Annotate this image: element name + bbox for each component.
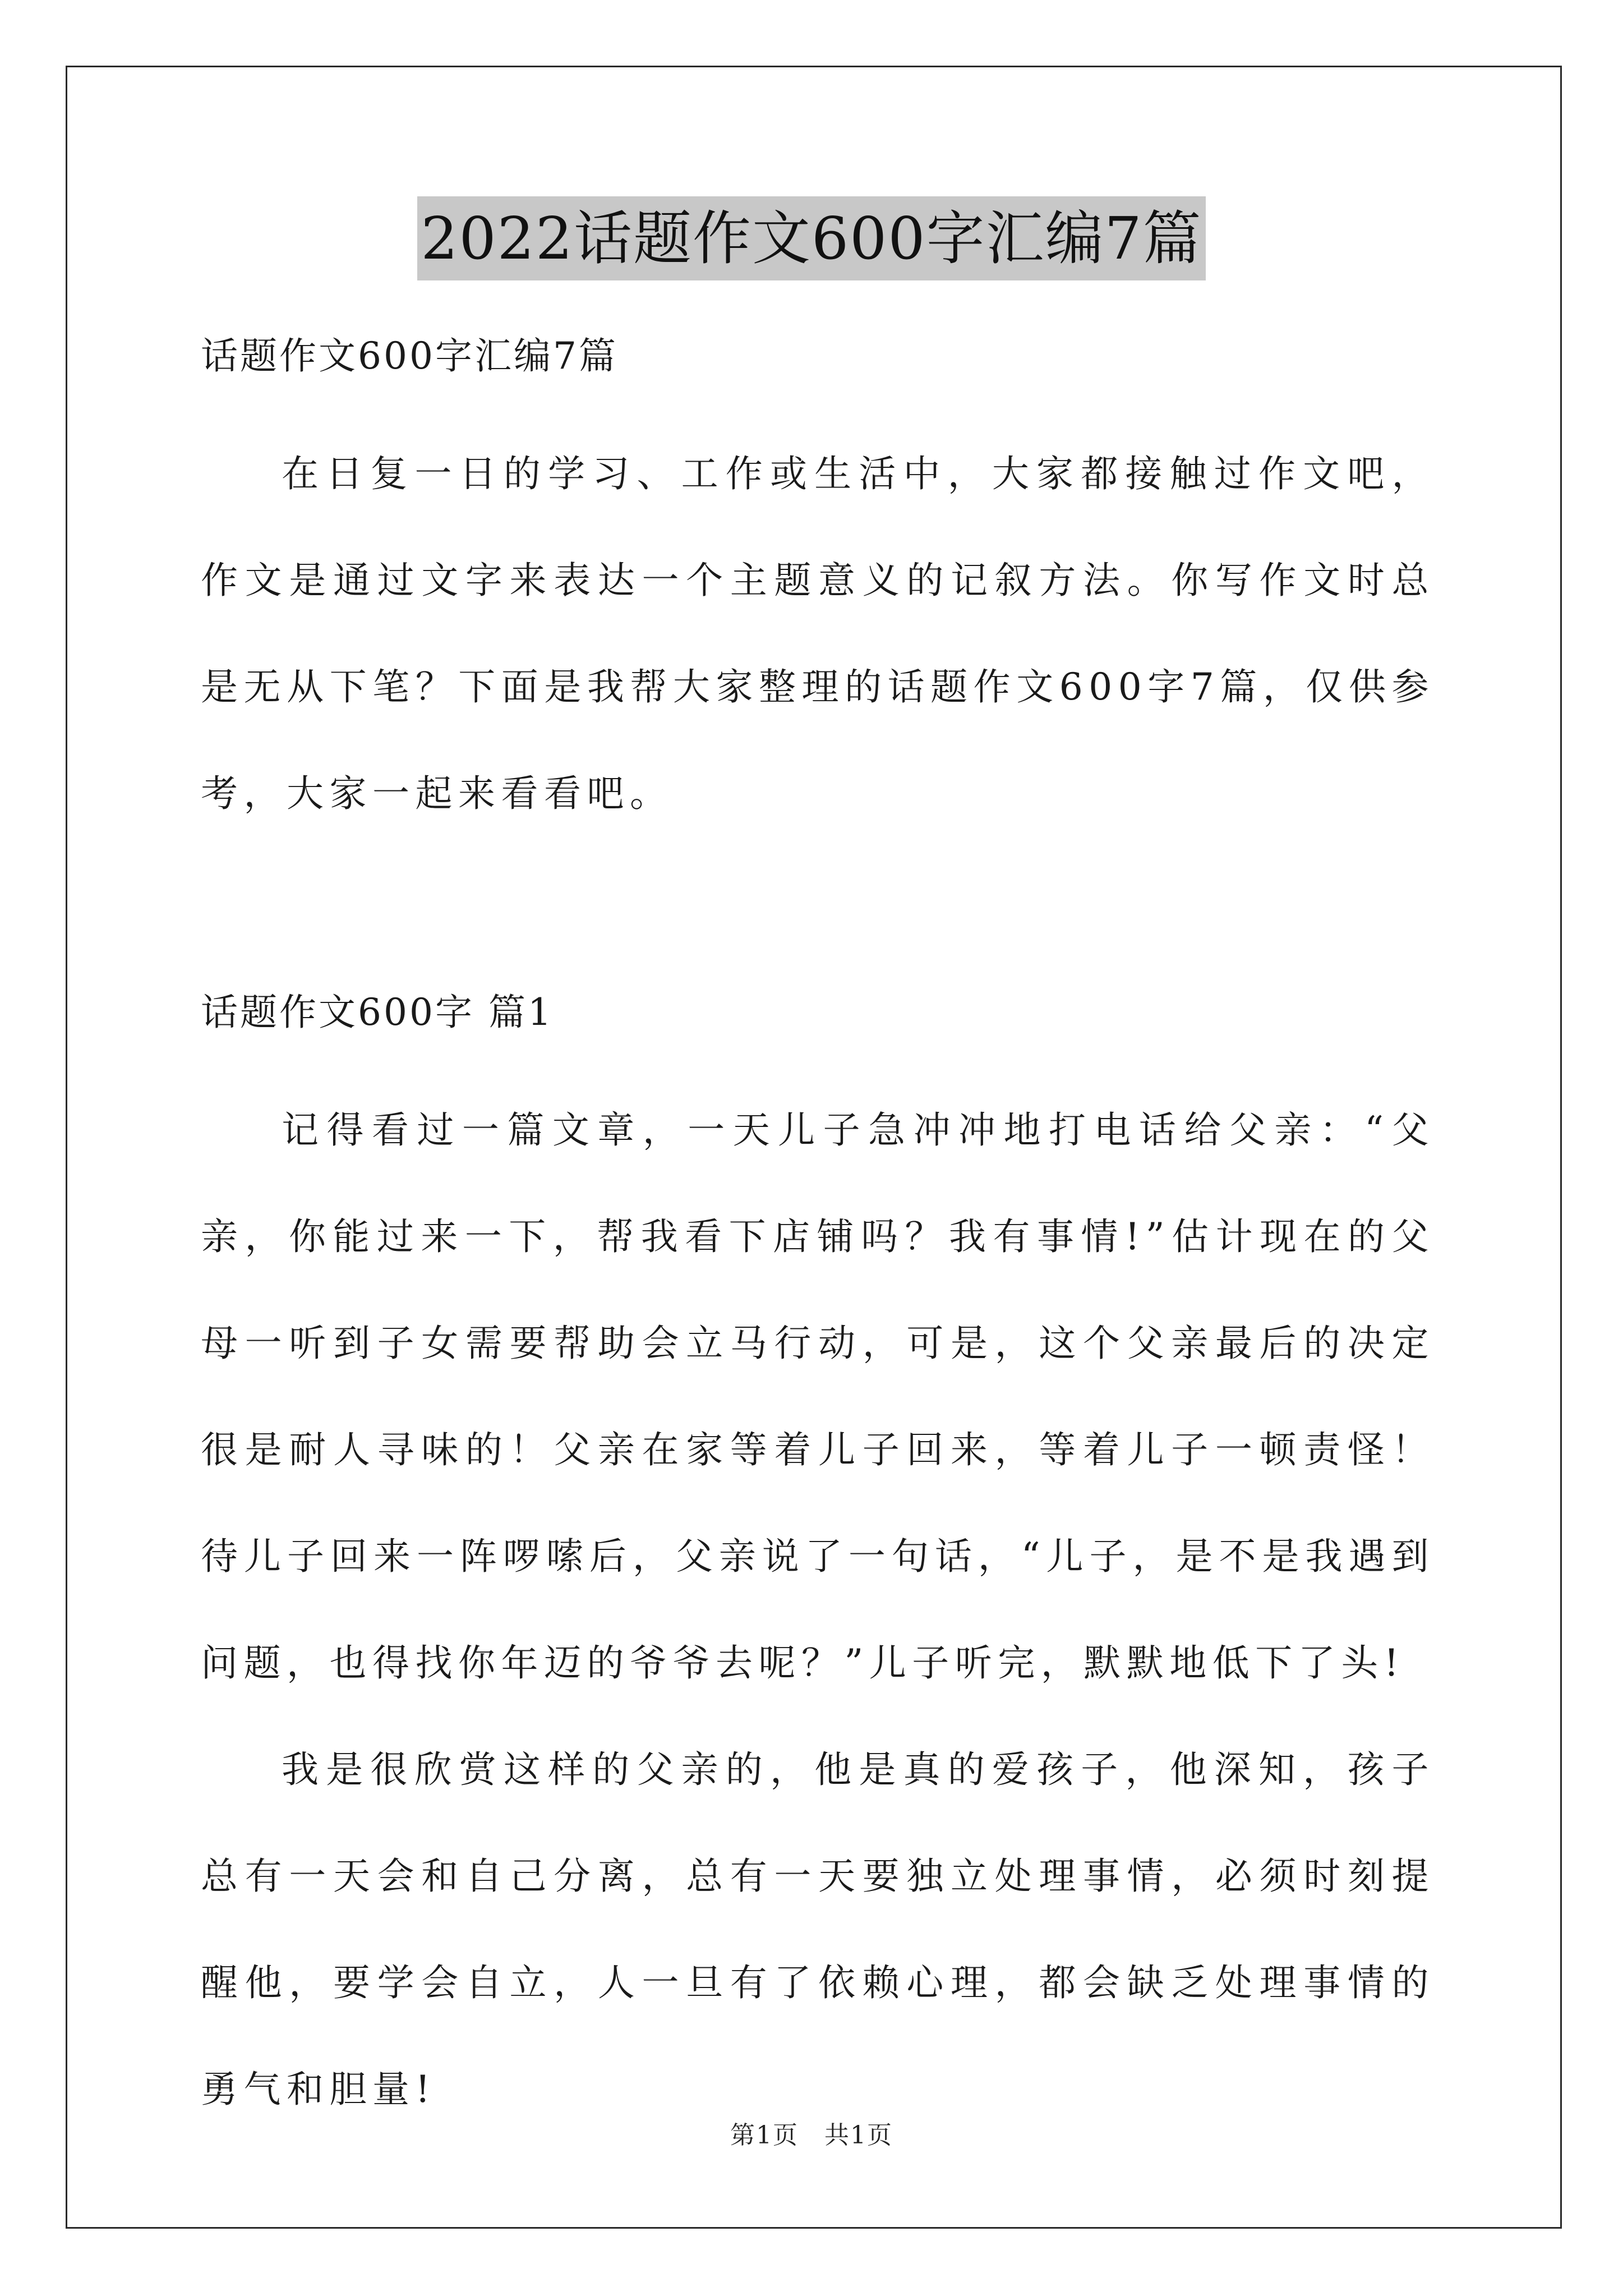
section-heading: 话题作文600字 篇1 [201,991,554,1034]
page-footer: 第1页 共1页 [730,2121,893,2150]
document-subtitle: 话题作文600字汇编7篇 [201,334,618,378]
body-paragraph-1: 记得看过一篇文章，一天儿子急冲冲地打电话给父亲：“父亲，你能过来一下，帮我看下店铺吗？我有事情!”估计现在的父母一听到子女需要帮助会立马行动，可是，这个父亲最后的决定很是耐人寻味的！父亲在家等着儿子回来，等着儿子一顿责怪！待儿子回来一阵啰嗦后，父亲说了一句话，“儿子，是不是我遇到问题，也得找你年迈的爷爷去呢？”儿子听完，默默地低下了头! [201,1108,1435,1685]
document-body [201,303,1435,2143]
document-title: 2022话题作文600字汇编7篇 [417,196,1205,280]
intro-paragraph: 在日复一日的学习、工作或生活中，大家都接触过作文吧，作文是通过文字来表达一个主题意义的记叙方法。你写作文时总是无从下笔？下面是我帮大家整理的话题作文600字7篇，仅供参考，大家一起来看看吧。 [201,452,1435,815]
spacer [201,1066,1435,1077]
body-paragraph-2: 我是很欣赏这样的父亲的，他是真的爱孩子，他深知，孩子总有一天会和自己分离，总有一天要独立处理事情，必须时刻提醒他，要学会自立，人一旦有了依赖心理，都会缺乏处理事情的勇气和胆量! [201,1748,1435,2111]
title-container [0,196,1623,280]
spacer [201,409,1435,421]
spacer [201,847,1435,959]
